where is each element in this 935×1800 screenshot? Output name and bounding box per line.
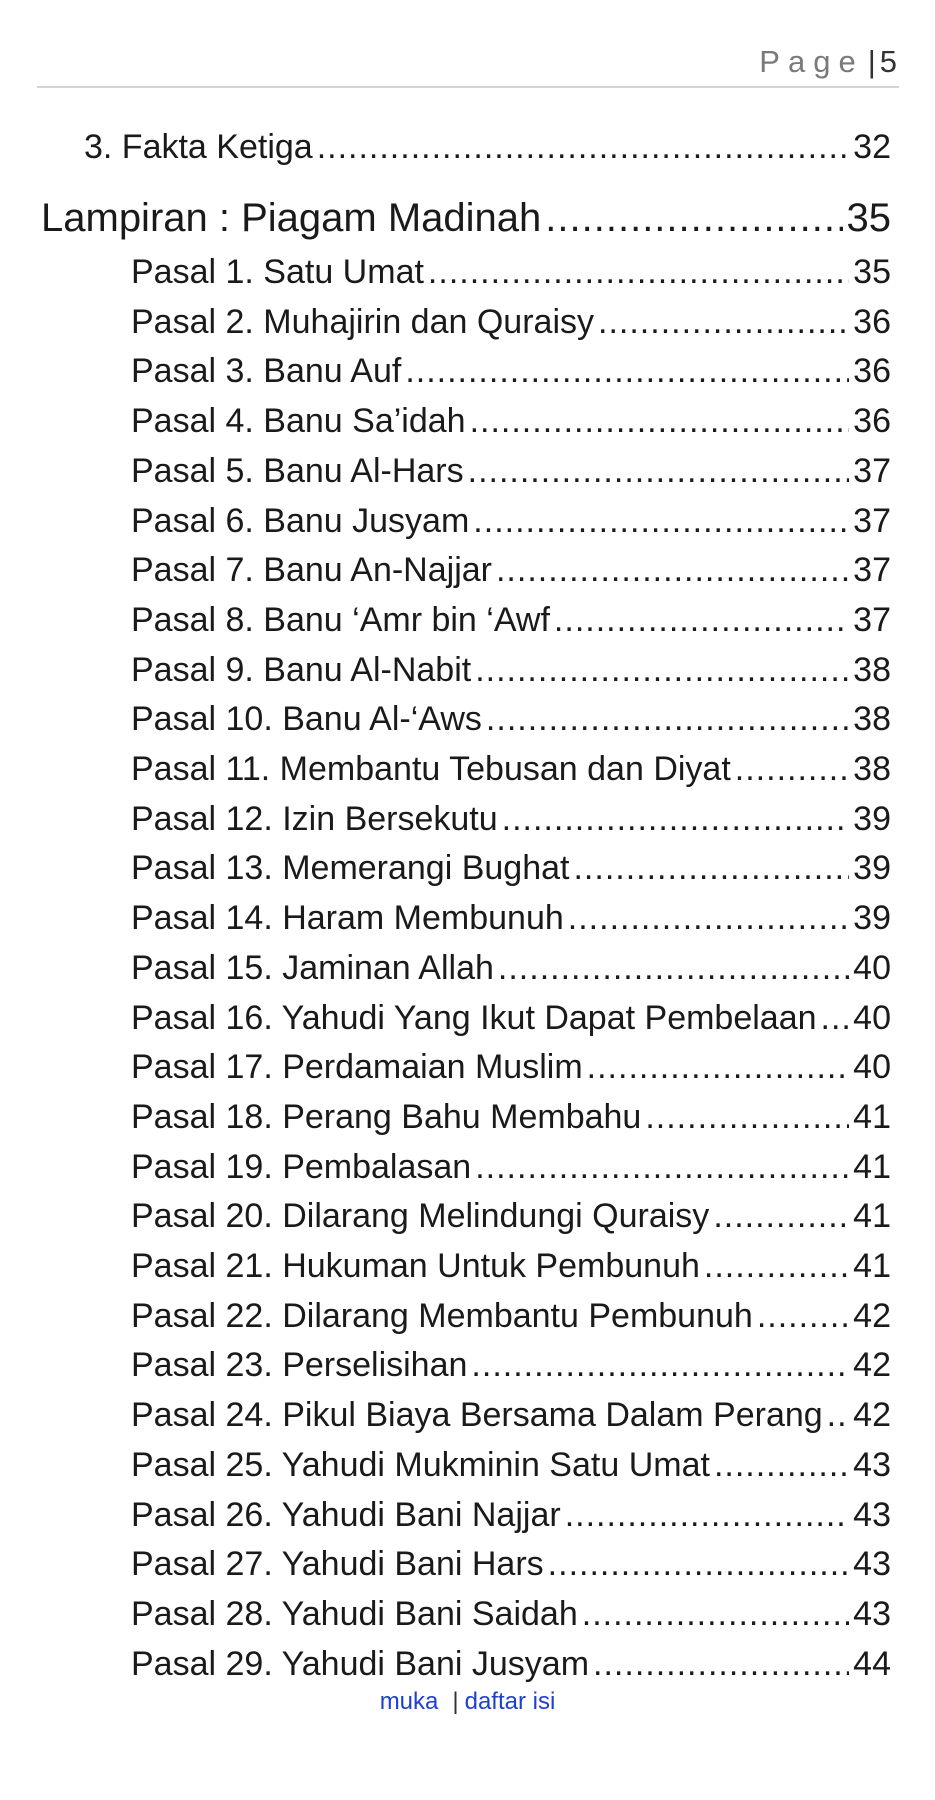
- toc-item[interactable]: [131, 1346, 891, 1385]
- dot-leader: [568, 899, 849, 938]
- toc-item-label: Pasal 12. Izin Bersekutu: [131, 800, 498, 838]
- toc-item-label: Pasal 19. Pembalasan: [131, 1148, 472, 1186]
- toc-item-label: Pasal 29. Yahudi Bani Jusyam: [131, 1645, 590, 1683]
- toc-item[interactable]: [131, 1197, 891, 1236]
- toc-item-label: Pasal 9. Banu Al-Nabit: [131, 651, 472, 689]
- toc-item-page: 38: [853, 750, 891, 788]
- toc-item-label: Pasal 3. Banu Auf: [131, 352, 402, 390]
- toc-item-page: 42: [853, 1297, 891, 1335]
- toc-item[interactable]: [131, 402, 891, 441]
- link-daftar-isi[interactable]: daftar isi: [464, 1688, 556, 1715]
- toc-section-label: Lampiran : Piagam Madinah: [41, 196, 542, 240]
- toc-item[interactable]: [131, 1098, 891, 1137]
- dot-leader: [471, 1346, 849, 1385]
- dot-leader: [502, 800, 850, 839]
- toc-item-label: Pasal 13. Memerangi Bughat: [131, 849, 570, 887]
- toc-item-page: 39: [853, 899, 891, 937]
- toc-item-page: 37: [853, 551, 891, 589]
- toc-section-page: 35: [846, 196, 891, 240]
- toc-item[interactable]: [131, 700, 891, 739]
- toc-item-page: 40: [853, 999, 891, 1037]
- toc-item[interactable]: [131, 551, 891, 590]
- link-muka[interactable]: muka: [379, 1688, 439, 1715]
- toc-item-label: Pasal 15. Jaminan Allah: [131, 949, 494, 987]
- toc-item-label: Pasal 20. Dilarang Melindungi Quraisy: [131, 1197, 710, 1235]
- toc-item-page: 41: [853, 1247, 891, 1285]
- dot-leader: [475, 1148, 849, 1187]
- toc-item-page: 40: [853, 949, 891, 987]
- toc-item-label: Pasal 6. Banu Jusyam: [131, 502, 470, 540]
- dot-leader: [827, 1396, 850, 1435]
- dot-leader: [475, 651, 849, 690]
- dot-leader: [554, 601, 849, 640]
- toc-item[interactable]: [131, 1645, 891, 1684]
- dot-leader: [498, 949, 849, 988]
- dot-leader: [714, 1446, 849, 1485]
- toc-item[interactable]: [131, 899, 891, 938]
- toc-item-label: Pasal 4. Banu Sa’idah: [131, 402, 466, 440]
- toc-item[interactable]: [131, 253, 891, 292]
- toc-entry-label: 3. Fakta Ketiga: [84, 128, 313, 166]
- toc-item-label: Pasal 5. Banu Al-Hars: [131, 452, 464, 490]
- toc-item-page: 35: [853, 253, 891, 291]
- toc-item-page: 43: [853, 1446, 891, 1484]
- toc-item[interactable]: [131, 1247, 891, 1286]
- dot-leader: [598, 303, 849, 342]
- footer-separator: |: [452, 1688, 459, 1715]
- toc-item-label: Pasal 16. Yahudi Yang Ikut Dapat Pembelaan: [131, 999, 817, 1037]
- toc-item[interactable]: [131, 601, 891, 640]
- toc-item-page: 42: [853, 1396, 891, 1434]
- dot-leader: [645, 1098, 849, 1137]
- toc-item-label: Pasal 24. Pikul Biaya Bersama Dalam Perang: [131, 1396, 823, 1434]
- toc-item[interactable]: [131, 1446, 891, 1485]
- toc-item-label: Pasal 14. Haram Membunuh: [131, 899, 564, 937]
- dot-leader: [713, 1197, 849, 1236]
- dot-leader: [735, 750, 849, 789]
- toc-item-label: Pasal 8. Banu ‘Amr bin ‘Awf: [131, 601, 550, 639]
- toc-item[interactable]: [131, 1148, 891, 1187]
- dot-leader: [473, 502, 849, 541]
- page-header: [759, 44, 897, 80]
- dot-leader: [548, 1545, 850, 1584]
- toc-item-page: 41: [853, 1148, 891, 1186]
- toc-item[interactable]: [131, 651, 891, 690]
- toc-item-label: Pasal 25. Yahudi Mukminin Satu Umat: [131, 1446, 710, 1484]
- toc-item-label: Pasal 22. Dilarang Membantu Pembunuh: [131, 1297, 753, 1335]
- toc-item-label: Pasal 27. Yahudi Bani Hars: [131, 1545, 544, 1583]
- toc-item[interactable]: [131, 352, 891, 391]
- dot-leader: [757, 1297, 849, 1336]
- toc-item-page: 44: [853, 1645, 891, 1683]
- toc-item-label: Pasal 17. Perdamaian Muslim: [131, 1048, 583, 1086]
- toc-section-lampiran[interactable]: [41, 196, 891, 241]
- dot-leader: [704, 1247, 849, 1286]
- toc-item-label: Pasal 2. Muhajirin dan Quraisy: [131, 303, 595, 341]
- toc-item-page: 37: [853, 601, 891, 639]
- toc-item-page: 39: [853, 800, 891, 838]
- toc-item-page: 43: [853, 1545, 891, 1583]
- toc-item[interactable]: [131, 800, 891, 839]
- dot-leader: [405, 352, 849, 391]
- toc-item-page: 41: [853, 1098, 891, 1136]
- toc-item-page: 36: [853, 402, 891, 440]
- toc-item[interactable]: [131, 303, 891, 342]
- toc-item[interactable]: [131, 1396, 891, 1435]
- toc-item-page: 36: [853, 352, 891, 390]
- dot-leader: [428, 253, 849, 292]
- toc-item-label: Pasal 1. Satu Umat: [131, 253, 424, 291]
- dot-leader: [496, 551, 849, 590]
- toc-item-page: 38: [853, 700, 891, 738]
- toc-item-label: Pasal 10. Banu Al-‘Aws: [131, 700, 482, 738]
- toc-item-page: 36: [853, 303, 891, 341]
- dot-leader: [545, 196, 842, 241]
- dot-leader: [582, 1595, 849, 1634]
- header-rule: [37, 86, 899, 88]
- toc-item-label: Pasal 23. Perselisihan: [131, 1346, 468, 1384]
- toc-item-page: 38: [853, 651, 891, 689]
- toc-item-page: 43: [853, 1496, 891, 1534]
- dot-leader: [593, 1645, 849, 1684]
- toc-item-label: Pasal 7. Banu An-Najjar: [131, 551, 492, 589]
- toc-item[interactable]: [131, 502, 891, 541]
- toc-item[interactable]: [131, 1496, 891, 1535]
- toc-item[interactable]: [131, 949, 891, 988]
- dot-leader: [468, 452, 850, 491]
- dot-leader: [573, 849, 849, 888]
- toc-item-page: 37: [853, 502, 891, 540]
- toc-item[interactable]: [131, 1048, 891, 1087]
- toc-item-label: Pasal 28. Yahudi Bani Saidah: [131, 1595, 578, 1633]
- dot-leader: [587, 1048, 850, 1087]
- toc-item-label: Pasal 18. Perang Bahu Membahu: [131, 1098, 642, 1136]
- toc-item-label: Pasal 26. Yahudi Bani Najjar: [131, 1496, 561, 1534]
- toc-item-page: 39: [853, 849, 891, 887]
- page-label: Page: [759, 44, 864, 79]
- toc-item-label: Pasal 11. Membantu Tebusan dan Diyat: [131, 750, 731, 788]
- toc-item-page: 43: [853, 1595, 891, 1633]
- page-number: 5: [879, 44, 897, 79]
- toc-entry-fakta-ketiga[interactable]: [84, 128, 891, 167]
- toc-item[interactable]: [131, 750, 891, 789]
- dot-leader: [470, 402, 850, 441]
- dot-leader: [821, 999, 850, 1038]
- dot-leader: [486, 700, 849, 739]
- toc-item[interactable]: [131, 452, 891, 491]
- toc-item[interactable]: [131, 1545, 891, 1584]
- toc-entry-page: 32: [853, 128, 891, 166]
- toc-item-page: 42: [853, 1346, 891, 1384]
- toc-item-page: 37: [853, 452, 891, 490]
- toc-item-page: 40: [853, 1048, 891, 1086]
- dot-leader: [317, 128, 849, 167]
- dot-leader: [565, 1496, 849, 1535]
- toc-item-page: 41: [853, 1197, 891, 1235]
- toc-item[interactable]: [131, 1297, 891, 1336]
- toc-item[interactable]: [131, 999, 891, 1038]
- toc-item[interactable]: [131, 1595, 891, 1634]
- toc-item[interactable]: [131, 849, 891, 888]
- toc-item-label: Pasal 21. Hukuman Untuk Pembunuh: [131, 1247, 700, 1285]
- page-footer: [0, 1688, 935, 1716]
- header-separator: |: [867, 44, 876, 79]
